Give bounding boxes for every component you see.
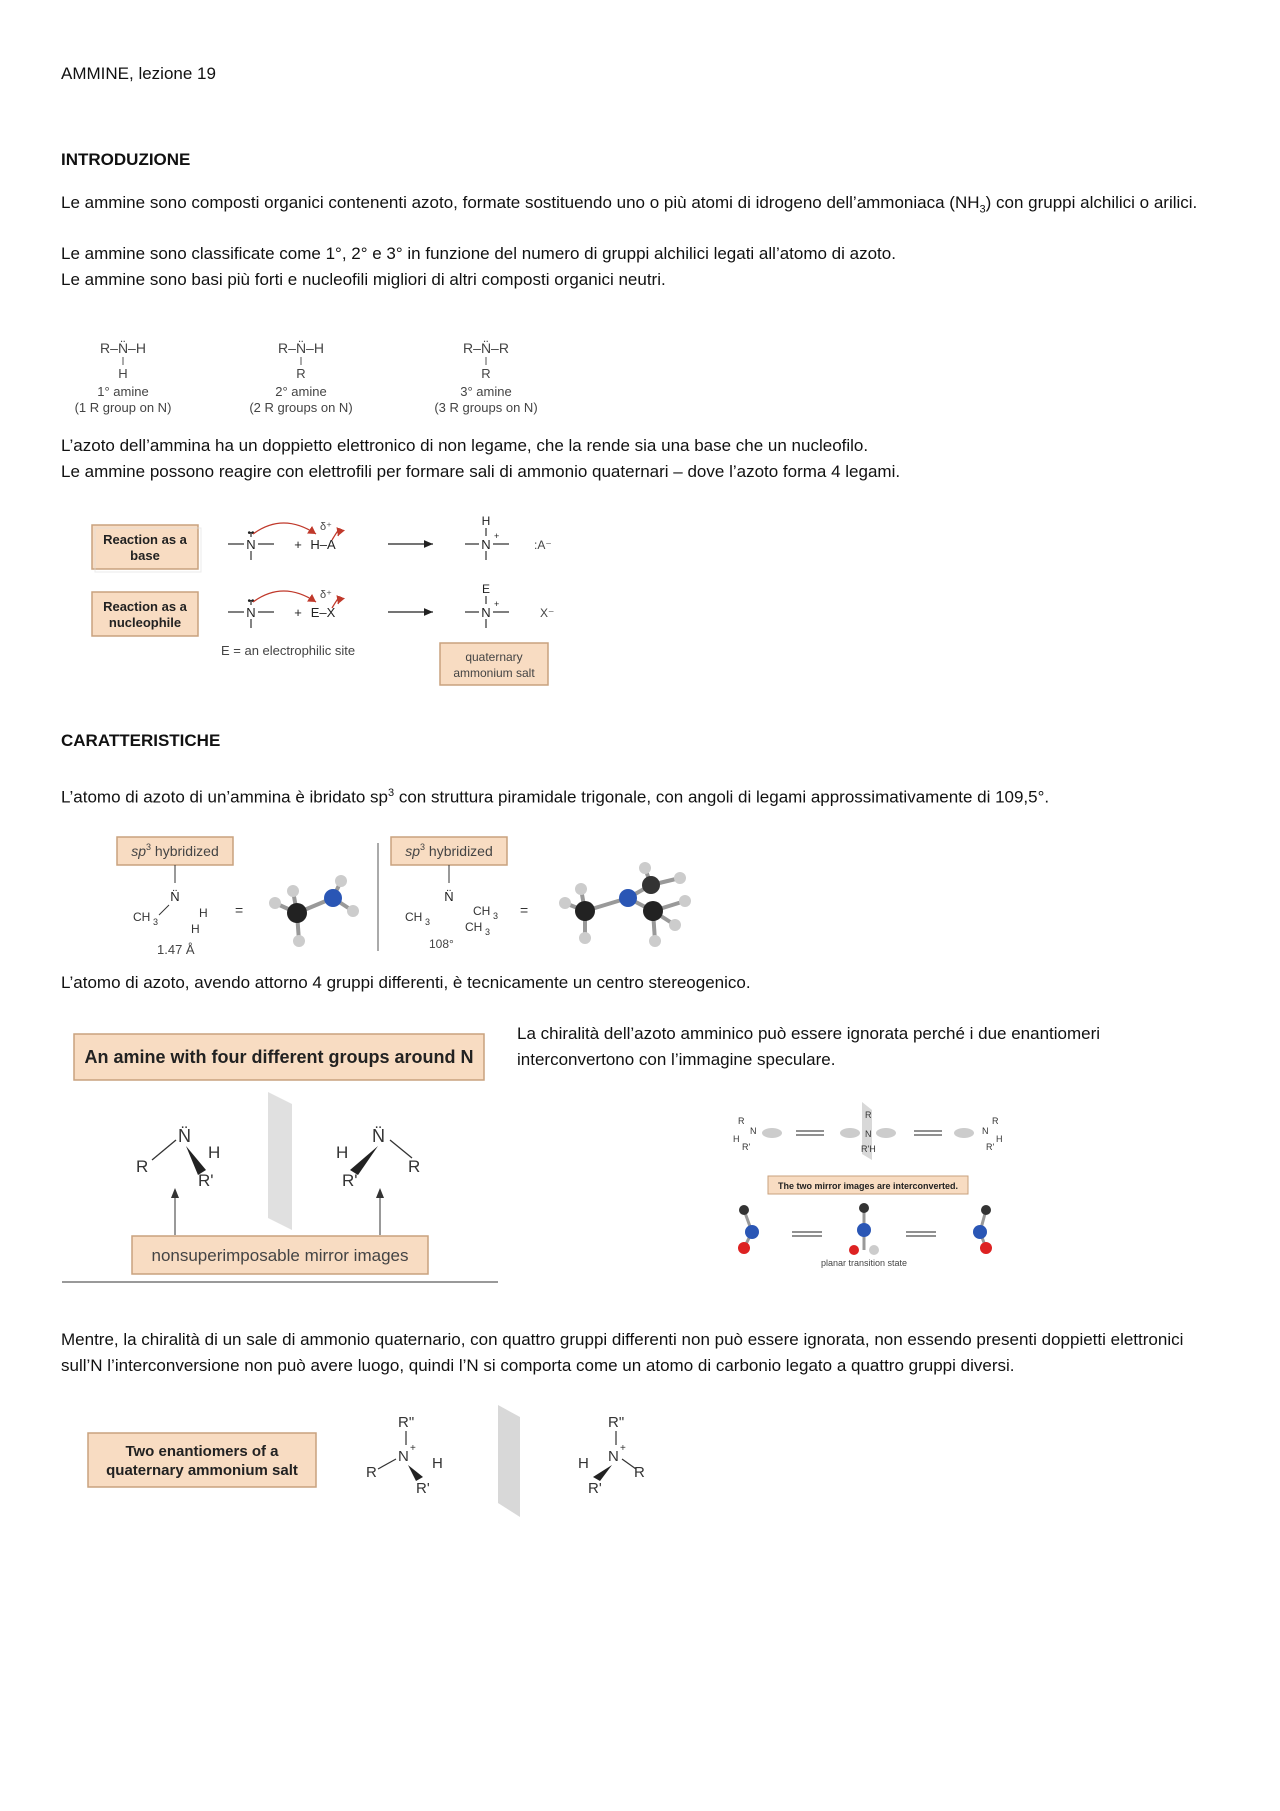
svg-text:H: H bbox=[191, 922, 200, 936]
nucleophile-reaction-scheme bbox=[228, 582, 554, 628]
mirror-plane bbox=[268, 1092, 292, 1230]
svg-text:N̈: N̈ bbox=[372, 1126, 385, 1146]
svg-text:H: H bbox=[733, 1134, 740, 1144]
svg-text:Two enantiomers of a: Two enantiomers of a bbox=[125, 1443, 279, 1460]
svg-text:base: base bbox=[130, 548, 160, 563]
svg-text:3: 3 bbox=[425, 917, 431, 927]
intro-heading: INTRODUZIONE bbox=[61, 150, 191, 169]
svg-text:R': R' bbox=[198, 1171, 214, 1190]
secondary-amine-name: 2° amine bbox=[275, 384, 327, 399]
svg-text:H–A: H–A bbox=[310, 537, 336, 552]
inversion-top-row bbox=[733, 1102, 1003, 1160]
svg-text:H: H bbox=[432, 1455, 443, 1472]
svg-text:planar transition state: planar transition state bbox=[820, 1258, 908, 1268]
svg-text:N: N bbox=[246, 537, 256, 552]
svg-text:R: R bbox=[738, 1116, 745, 1126]
sp3-structure-figure bbox=[115, 833, 715, 963]
svg-text:H: H bbox=[208, 1143, 221, 1162]
sp3-label-left bbox=[117, 837, 233, 865]
quaternary-mirror-plane bbox=[498, 1405, 520, 1517]
svg-text:R': R' bbox=[986, 1142, 995, 1152]
primary-amine-name: 1° amine bbox=[97, 384, 149, 399]
intro-paragraph-1: Le ammine sono composti organici contenenti azoto, formate sostituendo uno o più atomi di idrogeno dell’ammoniaca $(NH_3)$ con gruppi alchilici o arilici. bbox=[61, 193, 1198, 216]
svg-text:R: R bbox=[366, 1464, 377, 1481]
svg-text:+: + bbox=[410, 1443, 416, 1454]
svg-text:N: N bbox=[865, 1129, 872, 1139]
svg-text:R": R" bbox=[608, 1414, 625, 1431]
interconversion-figure bbox=[730, 1100, 1010, 1275]
svg-text:+: + bbox=[620, 1443, 626, 1454]
svg-text:CH: CH bbox=[133, 910, 151, 924]
svg-text:nucleophile: nucleophile bbox=[108, 615, 182, 630]
intro-paragraph-5: Le ammine possono reagire con elettrofili per formare sali di ammonio quaternari – dove l’azoto forma 4 legami. bbox=[61, 462, 901, 481]
svg-text:=: = bbox=[520, 902, 529, 918]
svg-text:quaternary ammonium salt: quaternary ammonium salt bbox=[106, 1462, 298, 1479]
svg-text:+: + bbox=[494, 531, 500, 541]
svg-text:R": R" bbox=[398, 1414, 415, 1431]
svg-text:R: R bbox=[136, 1157, 149, 1176]
ball-and-stick-model-2 bbox=[559, 862, 691, 947]
chirality-text-line-2: interconvertono con l’immagine speculare. bbox=[517, 1050, 836, 1069]
svg-text:CH: CH bbox=[465, 920, 483, 934]
svg-text:CH: CH bbox=[405, 910, 423, 924]
svg-text:+: + bbox=[294, 537, 302, 552]
anion-a: :A⁻ bbox=[534, 538, 552, 552]
svg-text:An amine with four different g: An amine with four different groups around N bbox=[84, 1047, 474, 1067]
svg-text:N̈: N̈ bbox=[170, 889, 180, 904]
svg-text:R: R bbox=[408, 1157, 421, 1176]
svg-text:H: H bbox=[199, 906, 208, 920]
svg-text:••: •• bbox=[247, 528, 255, 539]
tertiary-amine bbox=[434, 340, 537, 415]
inversion-bottom-row bbox=[738, 1203, 992, 1268]
svg-text:CH: CH bbox=[473, 904, 491, 918]
chirality-text-line-1: La chiralità dell’azoto amminico può essere ignorata perché i due enantiomeri bbox=[517, 1024, 1101, 1043]
secondary-amine-formula: R–N̈–H bbox=[278, 340, 324, 356]
svg-text:+: + bbox=[294, 605, 302, 620]
ball-and-stick-model-1 bbox=[269, 875, 359, 947]
svg-text:δ⁺: δ⁺ bbox=[320, 521, 332, 533]
svg-text:N: N bbox=[398, 1448, 409, 1465]
svg-text:3: 3 bbox=[493, 911, 499, 921]
svg-text:N: N bbox=[608, 1448, 619, 1465]
amine-reactions-figure bbox=[88, 512, 588, 692]
intro-paragraph-3: Le ammine sono basi più forti e nucleofili migliori di altri composti organici neutri. bbox=[61, 270, 666, 289]
svg-text:R'H: R'H bbox=[861, 1144, 876, 1154]
svg-text:N: N bbox=[982, 1126, 989, 1136]
svg-text:H: H bbox=[118, 366, 128, 381]
reaction-as-nucleophile-label bbox=[92, 592, 198, 636]
svg-text:H: H bbox=[481, 514, 491, 528]
chiral-amine-figure bbox=[60, 1030, 500, 1285]
left-enantiomer bbox=[136, 1126, 220, 1190]
reaction-as-base-label bbox=[92, 525, 201, 572]
svg-text:R': R' bbox=[416, 1480, 430, 1497]
svg-text:N: N bbox=[481, 537, 491, 552]
caratteristiche-paragraph-4: Mentre, la chiralità di un sale di ammonio quaternario, con quattro gruppi differenti non può essere ignorata, non essendo presenti doppietti elettronici sull’N l’interconversione non può avere luogo, quindi l’N si comporta come un atomo di carbonio legato a quattro gruppi diversi. bbox=[61, 1330, 1184, 1375]
svg-text:sp3 hybridized: $sp^3$ hybridized bbox=[405, 842, 493, 859]
svg-text:The two mirror images are inte: The two mirror images are interconverted. bbox=[777, 1181, 959, 1191]
svg-text:N̈: N̈ bbox=[178, 1126, 191, 1146]
quaternary-salt-label bbox=[440, 643, 548, 685]
chiral-amine-banner bbox=[74, 1034, 484, 1080]
svg-text:3: 3 bbox=[485, 927, 491, 937]
svg-text:E–X: E–X bbox=[310, 605, 336, 620]
svg-text:R: R bbox=[992, 1116, 999, 1126]
anion-x: X⁻ bbox=[540, 606, 555, 620]
svg-text:R: R bbox=[481, 366, 491, 381]
svg-text:N: N bbox=[750, 1126, 757, 1136]
quaternary-right-enantiomer bbox=[578, 1414, 645, 1497]
bond-length-label: 1.47 Å bbox=[157, 942, 195, 957]
interconversion-label bbox=[768, 1176, 968, 1194]
svg-text:H: H bbox=[996, 1134, 1003, 1144]
svg-text:H: H bbox=[336, 1143, 349, 1162]
svg-text:R: R bbox=[296, 366, 306, 381]
caratteristiche-heading: CARATTERISTICHE bbox=[61, 731, 221, 750]
caratteristiche-paragraph-1: L’atomo di azoto di un’ammina è ibridato $sp^3$ con struttura piramidale trigonale, con angoli di legami approssimativamente di 109,5°. bbox=[61, 787, 1050, 807]
primary-amine bbox=[75, 340, 172, 415]
primary-amine-note: (1 R group on N) bbox=[74, 400, 172, 415]
svg-text:N: N bbox=[246, 605, 256, 620]
svg-text:R': R' bbox=[342, 1171, 358, 1190]
quaternary-label bbox=[88, 1433, 316, 1487]
amine-classification-figure bbox=[60, 335, 580, 420]
secondary-amine-note: (2 R groups on N) bbox=[249, 400, 353, 415]
svg-text:quaternary: quaternary bbox=[465, 650, 523, 664]
right-enantiomer bbox=[336, 1126, 420, 1190]
svg-text:R: R bbox=[634, 1464, 645, 1481]
tertiary-amine-name: 3° amine bbox=[460, 384, 512, 399]
svg-text:R': R' bbox=[742, 1142, 751, 1152]
svg-text:nonsuperimposable mirror image: nonsuperimposable mirror images bbox=[151, 1246, 409, 1265]
svg-text:sp3 hybridized: $sp^3$ hybridized bbox=[131, 842, 219, 859]
quaternary-left-enantiomer bbox=[366, 1414, 443, 1497]
quaternary-enantiomers-figure bbox=[86, 1405, 666, 1520]
svg-text:δ⁺: δ⁺ bbox=[320, 589, 332, 601]
sp3-label-right bbox=[391, 837, 507, 865]
primary-amine-formula: R–N̈–H bbox=[100, 340, 146, 356]
tertiary-amine-note: (3 R groups on N) bbox=[434, 400, 538, 415]
svg-text:E: E bbox=[481, 582, 491, 596]
secondary-amine bbox=[249, 340, 352, 415]
caratteristiche-paragraph-2: L’atomo di azoto, avendo attorno 4 gruppi differenti, è tecnicamente un centro stereogenico. bbox=[61, 973, 751, 992]
svg-text:Reaction as a: Reaction as a bbox=[103, 599, 187, 614]
svg-text:R: R bbox=[865, 1110, 872, 1120]
tertiary-amine-formula: R–N̈–R bbox=[463, 340, 509, 356]
intro-paragraph-4: L’azoto dell’ammina ha un doppietto elettronico di non legame, che la rende sia una base che un nucleofilo. bbox=[61, 436, 869, 455]
svg-text:ammonium salt: ammonium salt bbox=[453, 666, 535, 680]
intro-paragraph-2: Le ammine sono classificate come 1°, 2° e 3° in funzione del numero di gruppi alchilici legati all’atomo di azoto. bbox=[61, 244, 896, 263]
svg-text:••: •• bbox=[247, 596, 255, 607]
svg-text:Reaction as a: Reaction as a bbox=[103, 532, 187, 547]
svg-text:=: = bbox=[235, 902, 244, 918]
svg-text:3: 3 bbox=[153, 917, 159, 927]
svg-text:+: + bbox=[494, 599, 500, 609]
svg-text:H: H bbox=[578, 1455, 589, 1472]
mirror-images-label bbox=[132, 1236, 428, 1274]
svg-text:R': R' bbox=[588, 1480, 602, 1497]
bond-angle-label: 108° bbox=[429, 937, 454, 951]
svg-text:N: N bbox=[481, 605, 491, 620]
svg-text:N̈: N̈ bbox=[444, 889, 454, 904]
base-reaction-scheme bbox=[228, 514, 552, 560]
electrophile-note: E = an electrophilic site bbox=[221, 643, 356, 658]
page-title: AMMINE, lezione 19 bbox=[61, 64, 216, 83]
